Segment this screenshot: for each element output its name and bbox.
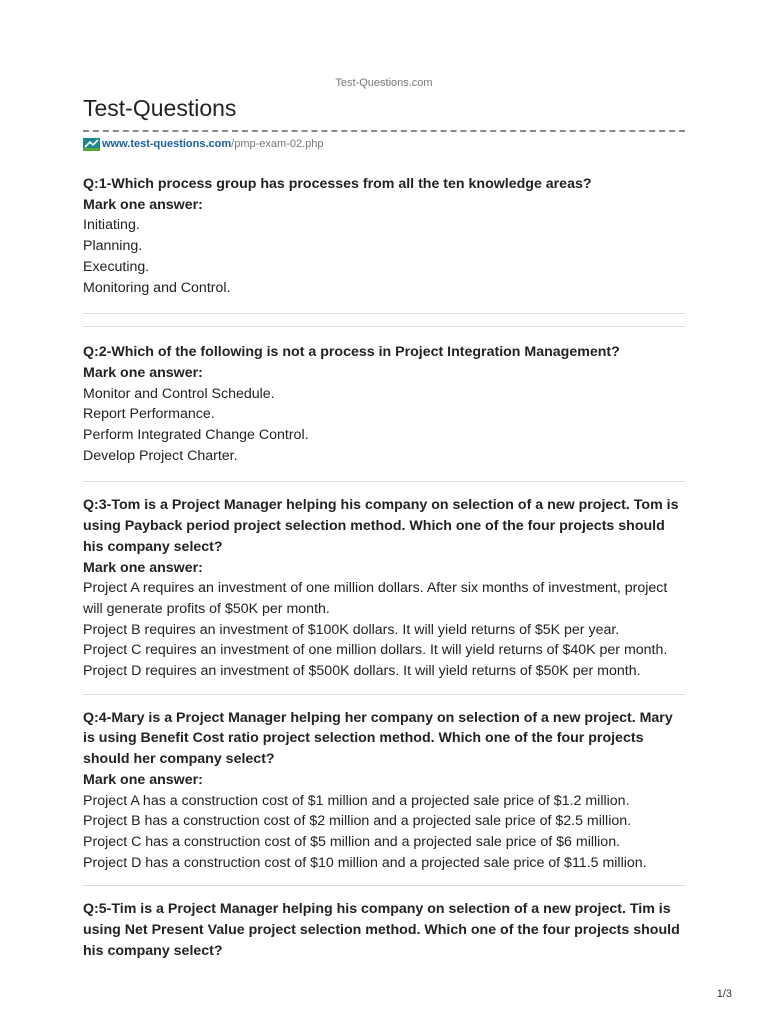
answer-option[interactable]: Project A has a construction cost of $1 million and a projected sale price of $1.2 million. bbox=[83, 792, 630, 809]
answer-option[interactable]: Project D requires an investment of $500K dollars. It will yield returns of $50K per month. bbox=[83, 663, 641, 680]
answer-option[interactable]: Monitoring and Control. bbox=[83, 279, 231, 296]
answer-option[interactable]: Executing. bbox=[83, 258, 150, 275]
answer-option[interactable]: Project B requires an investment of $100K dollars. It will yield returns of $5K per year. bbox=[83, 621, 620, 638]
question-2 bbox=[83, 342, 685, 466]
question-4 bbox=[83, 708, 685, 874]
answer-instruction: Mark one answer: bbox=[83, 559, 203, 576]
site-title: Test-Questions bbox=[83, 95, 237, 121]
answer-instruction: Mark one answer: bbox=[83, 771, 203, 788]
answer-instruction: Mark one answer: bbox=[83, 196, 203, 213]
answer-instruction: Mark one answer: bbox=[83, 364, 203, 381]
question-text: Q:3-Tom is a Project Manager helping his company on selection of a new project. Tom is using Payback period project selection method. Which one of the four projects should his company select? bbox=[83, 497, 679, 555]
answer-option[interactable]: Project B has a construction cost of $2 million and a projected sale price of $2.5 million. bbox=[83, 813, 632, 830]
page-number: 1/3 bbox=[716, 988, 732, 1000]
answer-option[interactable]: Project C has a construction cost of $5 million and a projected sale price of $6 million. bbox=[83, 833, 621, 850]
dashed-divider bbox=[83, 130, 685, 132]
question-5 bbox=[83, 899, 685, 961]
site-logo-icon bbox=[83, 138, 100, 151]
running-header: Test-Questions.com bbox=[335, 77, 433, 89]
answer-option[interactable]: Develop Project Charter. bbox=[83, 447, 238, 464]
answer-option[interactable]: Initiating. bbox=[83, 217, 140, 234]
url-path[interactable]: /pmp-exam-02.php bbox=[231, 138, 324, 150]
question-text: Q:5-Tim is a Project Manager helping his company on selection of a new project. Tim is using Net Present Value project selection method. Which one of the four projects should his company select? bbox=[83, 901, 680, 959]
question-text: Q:4-Mary is a Project Manager helping her company on selection of a new project. Mary is using Benefit Cost ratio project selection method. Which one of the four projects should her company select? bbox=[83, 709, 673, 768]
answer-option[interactable]: Report Performance. bbox=[83, 406, 215, 423]
questions-list bbox=[83, 174, 685, 962]
question-text: Q:2-Which of the following is not a process in Project Integration Management? bbox=[83, 344, 620, 361]
source-url[interactable] bbox=[83, 136, 324, 152]
answer-option[interactable]: Project C requires an investment of one million dollars. It will yield returns of $40K per month. bbox=[83, 642, 668, 659]
question-3 bbox=[83, 495, 685, 681]
question-text: Q:1-Which process group has processes from all the ten knowledge areas? bbox=[83, 176, 592, 192]
question-separator bbox=[83, 298, 685, 313]
answer-option[interactable]: Project D has a construction cost of $10 million and a projected sale price of $11.5 million. bbox=[83, 854, 647, 871]
answer-option[interactable]: Monitor and Control Schedule. bbox=[83, 385, 275, 402]
answer-option[interactable]: Project A requires an investment of one million dollars. After six months of investment, project will generate profits of $50K per month. bbox=[83, 580, 668, 617]
question-1 bbox=[83, 174, 685, 298]
url-domain[interactable]: www.test-questions.com bbox=[102, 138, 232, 150]
answer-option[interactable]: Planning. bbox=[83, 238, 143, 255]
answer-option[interactable]: Perform Integrated Change Control. bbox=[83, 427, 309, 444]
